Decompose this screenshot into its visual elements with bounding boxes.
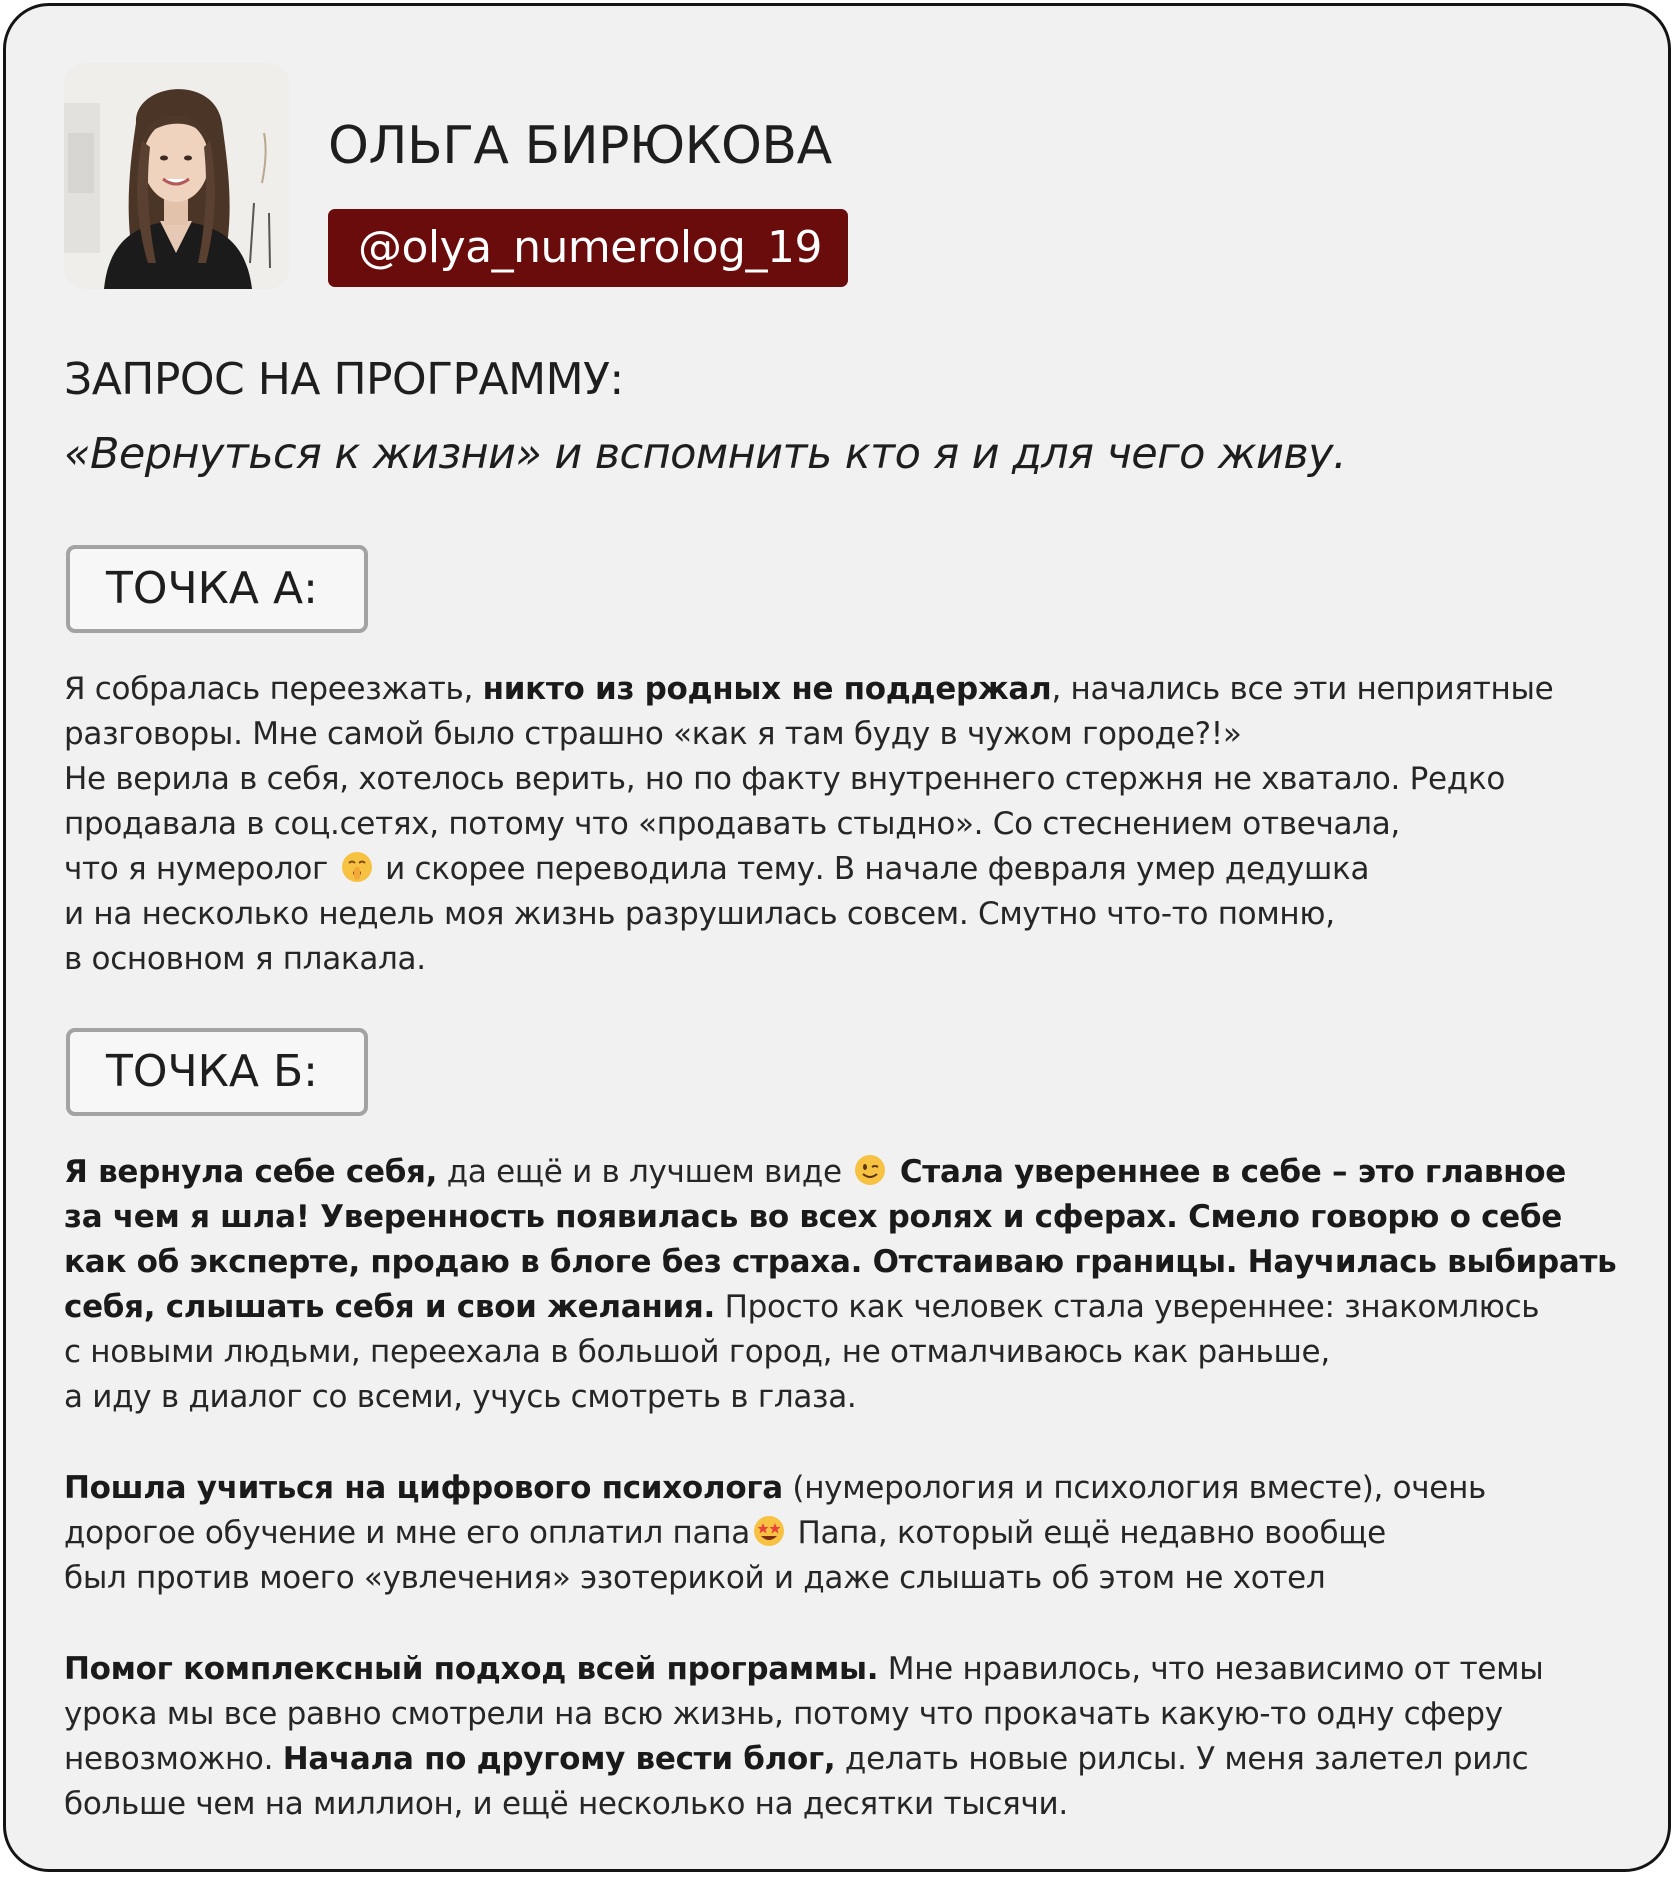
text-line: а иду в диалог со всеми, учусь смотреть в глаза.	[64, 1379, 857, 1415]
bold-run: за чем я шла! Уверенность появилась во всех ролях и сферах. Смело говорю о себе	[64, 1199, 1562, 1235]
text-run: что я нумеролог	[64, 851, 338, 887]
bold-run: Пошла учиться на цифрового психолога	[64, 1470, 783, 1506]
text-run: (нумерология и психология вместе), очень	[782, 1470, 1487, 1506]
text-line: с новыми людьми, переехала в большой город, не отмалчиваюсь как раньше,	[64, 1334, 1330, 1370]
text-run: Я собралась переезжать,	[64, 671, 483, 707]
bold-run: себя, слышать себя и свои желания.	[64, 1289, 716, 1325]
text-run: да ещё и в лучшем виде	[437, 1154, 852, 1190]
bold-run: никто из родных не поддержал	[482, 671, 1052, 707]
text-line: продавала в соц.сетях, потому что «продавать стыдно». Со стеснением отвечала,	[64, 806, 1400, 842]
text-run: Папа, который ещё недавно вообще	[787, 1515, 1386, 1551]
request-title: ЗАПРОС НА ПРОГРАММУ:	[64, 354, 624, 405]
text-line: разговоры. Мне самой было страшно «как я там буду в чужом городе?!»	[64, 716, 1242, 752]
text-run: дорогое обучение и мне его оплатил папа	[64, 1515, 750, 1551]
bold-run: Стала увереннее в себе – это главное	[889, 1154, 1567, 1190]
text-line	[64, 667, 1634, 712]
text-run: , начались все эти неприятные	[1051, 671, 1554, 707]
text-line	[64, 1240, 1634, 1285]
point-b-paragraph-2	[64, 1466, 1634, 1601]
text-line	[64, 1647, 1634, 1692]
text-run: делать новые рилсы. У меня залетел рилс	[835, 1741, 1529, 1777]
point-a-text	[64, 667, 1634, 982]
text-line	[64, 1737, 1634, 1782]
request-text: «Вернуться к жизни» и вспомнить кто я и для чего живу.	[64, 429, 1347, 479]
text-run: Просто как человек стала увереннее: знакомлюсь	[715, 1289, 1540, 1325]
shushing-face-emoji	[340, 850, 374, 884]
text-line	[64, 1150, 1634, 1195]
profile-name: ОЛЬГА БИРЮКОВА	[328, 116, 832, 176]
text-line	[64, 847, 1634, 892]
point-a-label: ТОЧКА А:	[66, 545, 368, 633]
point-b-paragraph-1	[64, 1150, 1634, 1420]
point-b-paragraph-3	[64, 1647, 1634, 1827]
star-struck-emoji	[752, 1514, 786, 1548]
text-line: урока мы все равно смотрели на всю жизнь, потому что прокачать какую-то одну сферу	[64, 1696, 1503, 1732]
avatar	[64, 63, 290, 289]
text-run: и скорее переводила тему. В начале февраля умер дедушка	[375, 851, 1370, 887]
text-line: Не верила в себя, хотелось верить, но по факту внутреннего стержня не хватало. Редко	[64, 761, 1506, 797]
avatar-photo	[64, 63, 290, 289]
text-line: в основном я плакала.	[64, 941, 426, 977]
bold-run: как об эксперте, продаю в блоге без страха. Отстаиваю границы. Научилась выбирать	[64, 1244, 1617, 1280]
point-b-label: ТОЧКА Б:	[66, 1028, 368, 1116]
bold-run: Помог комплексный подход всей программы.	[64, 1651, 879, 1687]
bold-run: Начала по другому вести блог,	[282, 1741, 836, 1777]
testimonial-card	[3, 3, 1671, 1872]
winking-face-emoji	[853, 1153, 887, 1187]
text-line	[64, 1285, 1634, 1330]
bold-run: Я вернула себе себя,	[64, 1154, 438, 1190]
text-line: и на несколько недель моя жизнь разрушилась совсем. Смутно что-то помню,	[64, 896, 1335, 932]
text-run: невозможно.	[64, 1741, 283, 1777]
text-line	[64, 1511, 1634, 1556]
profile-handle-badge[interactable]: @olya_numerolog_19	[328, 209, 848, 287]
text-line	[64, 1466, 1634, 1511]
text-line: был против моего «увлечения» эзотерикой и даже слышать об этом не хотел	[64, 1560, 1326, 1596]
text-line: больше чем на миллион, и ещё несколько на десятки тысячи.	[64, 1786, 1068, 1822]
text-run: Мне нравилось, что независимо от темы	[878, 1651, 1544, 1687]
text-line	[64, 1195, 1634, 1240]
